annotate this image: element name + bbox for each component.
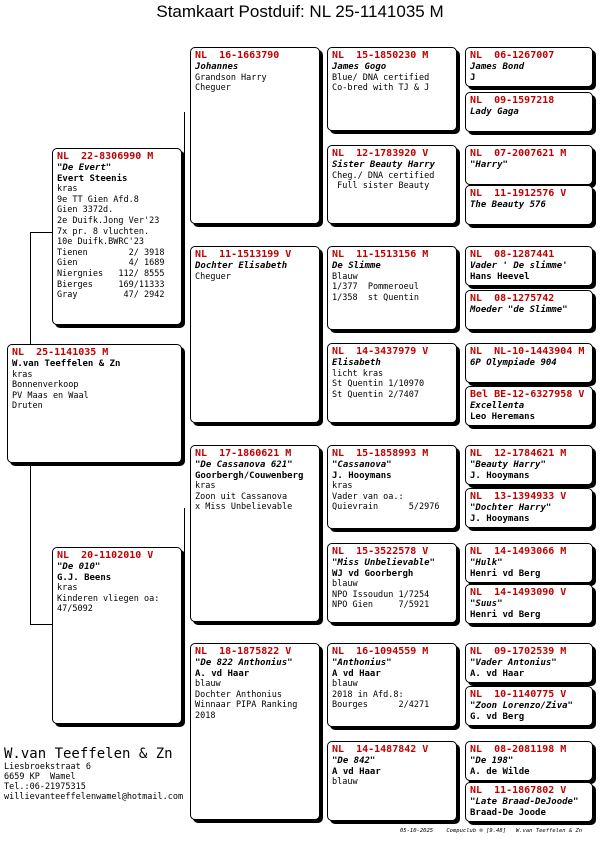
connector [184, 508, 185, 708]
pigeon-name: "De 010" [57, 562, 101, 572]
pigeon-name: James Gogo [332, 62, 387, 72]
info-line: St Quentin 2/7407 [332, 389, 419, 400]
pigeon-card-g3[interactable] [465, 145, 593, 185]
info-line: kras [12, 369, 33, 380]
ring-number: NL 11-1867802 V [470, 785, 567, 796]
connector [459, 265, 460, 311]
owner-name: A. vd Haar [470, 668, 525, 679]
owner-name: Henri vd Berg [470, 609, 541, 620]
pigeon-card-ff[interactable] [190, 47, 320, 224]
pigeon-card-g2[interactable] [465, 92, 593, 132]
pigeon-name: "Zoon Lorenzo/Ziva" [470, 701, 573, 711]
info-line: Co-bred with TJ & J [332, 83, 430, 94]
info-line: 9e TT Gien Afd.8 [57, 194, 139, 205]
ring-number: NL 15-1858993 M [332, 448, 429, 459]
connector [30, 232, 52, 233]
info-line: Blauw [332, 271, 358, 282]
info-line: x Miss Unbelievable [195, 502, 293, 513]
pigeon-name: "De Evert" [57, 163, 112, 173]
ring-number: Bel BE-12-6327958 V [470, 389, 585, 400]
pigeon-card-g11[interactable] [465, 543, 593, 583]
info-line: kras [57, 583, 78, 594]
pigeon-card-father[interactable] [52, 148, 182, 325]
breeder-city: 6659 KP Wamel [4, 772, 76, 782]
pigeon-card-ffm[interactable] [327, 145, 457, 224]
breeder-email[interactable]: willievanteeffelenwamel@hotmail.com [4, 792, 184, 802]
ring-number: NL NL-10-1443904 M [470, 346, 585, 357]
info-line: blauw [332, 777, 358, 788]
footer: 05-10-2025 Compuclub ® [9.48] W.van Teeffelen & Zn [400, 828, 583, 834]
info-line: blauw [195, 679, 221, 690]
info-line: 1/358 st Quentin [332, 292, 419, 303]
info-line: 1/377 Pommeroeul [332, 282, 419, 293]
info-line: kras [195, 481, 216, 492]
ring-number: NL 17-1860621 M [195, 448, 292, 459]
pigeon-name: 6P Olympiade 904 [470, 358, 557, 368]
info-line: NPO Issoudun 1/7254 [332, 589, 430, 600]
pigeon-name: Elisabeth [332, 358, 381, 368]
ring-number: NL 09-1702539 M [470, 646, 567, 657]
info-line: 47/5092 [57, 604, 93, 615]
pigeon-name: "Hulk" [470, 558, 503, 568]
breeder-name: W.van Teeffelen & Zn [4, 746, 173, 762]
pigeon-card-g9[interactable] [465, 445, 593, 485]
pigeon-card-g15[interactable] [465, 741, 593, 781]
pigeon-card-mother[interactable] [52, 547, 182, 724]
pigeon-name: "De 198" [470, 756, 514, 766]
ring-number: NL 14-1487842 V [332, 744, 429, 755]
breeder-phone: Tel.:06-21975315 [4, 782, 86, 792]
pigeon-card-g7[interactable] [465, 343, 593, 383]
owner-name: A vd Haar [332, 766, 381, 777]
ring-number: NL 12-1783920 V [332, 148, 429, 159]
pigeon-name: "Cassanova" [332, 460, 392, 470]
owner-name: A. de Wilde [470, 766, 530, 777]
connector [459, 561, 460, 607]
info-line: Bourges 2/4271 [332, 700, 430, 711]
info-line: Cheguer [195, 271, 231, 282]
info-line: St Quentin 1/10970 [332, 379, 425, 390]
owner-name: Hans Heevel [470, 271, 530, 282]
owner-name: J [470, 72, 476, 83]
owner-name: J. Hooymans [332, 470, 392, 481]
ring-number: NL 22-8306990 M [57, 151, 154, 162]
pigeon-name: "Anthonius" [332, 658, 392, 668]
owner-name: Leo Heremans [470, 411, 536, 422]
pigeon-name: Vader ' De slimme' [470, 261, 568, 271]
pigeon-name: Dochter Elisabeth [195, 261, 288, 271]
info-line: Gien 3372d. [57, 205, 114, 216]
info-line: NPO Gien 7/5921 [332, 600, 430, 611]
pigeon-card-g8[interactable] [465, 386, 593, 426]
owner-name: W.van Teeffelen & Zn [12, 359, 121, 369]
pigeon-card-fm[interactable] [190, 246, 320, 423]
ring-number: NL 07-2007621 M [470, 148, 567, 159]
info-line: Grandson Harry [195, 72, 267, 83]
info-line: Winnaar PIPA Ranking [195, 700, 298, 711]
pigeon-name: Excellenta [470, 401, 525, 411]
pigeon-card-g5[interactable] [465, 246, 593, 286]
pigeon-card-fmf[interactable] [327, 246, 457, 330]
pigeon-card-mff[interactable] [327, 445, 457, 529]
owner-name: J. Hooymans [470, 470, 530, 481]
info-line: Kinderen vliegen oa: [57, 593, 160, 604]
pigeon-card-g1[interactable] [465, 47, 593, 87]
pigeon-card-mmm[interactable] [327, 741, 457, 821]
breeder-street: Liesbroekstraat 6 [4, 762, 91, 772]
info-line: Niergnies 112/ 8555 [57, 268, 165, 279]
pigeon-name: Sister Beauty Harry [332, 160, 435, 170]
owner-name: G.J. Beens [57, 572, 112, 583]
ring-number: NL 16-1094559 M [332, 646, 429, 657]
connector [322, 490, 323, 586]
connector [459, 660, 460, 706]
pigeon-card-mf[interactable] [190, 445, 320, 622]
info-line: 10e Duifk.BWRC'23 [57, 237, 144, 248]
pigeon-card-subject[interactable] [7, 344, 182, 463]
ring-number: NL 11-1513199 V [195, 249, 292, 260]
pigeon-card-mfm[interactable] [327, 543, 457, 623]
pigeon-card-mm[interactable] [190, 643, 320, 820]
owner-name: WJ vd Goorbergh [332, 568, 414, 579]
owner-name: A vd Haar [332, 668, 381, 679]
pigeon-name: "Late Braad-DeJoode" [470, 797, 579, 807]
pigeon-name: Moeder "de Slimme" [470, 305, 568, 315]
pigeon-name: "Vader Antonius" [470, 658, 557, 668]
pigeon-name: Lady Gaga [470, 107, 519, 117]
pigeon-name: "Beauty Harry" [470, 460, 546, 470]
info-line: blauw [332, 579, 358, 590]
pigeon-name: "Miss Unbelievable" [332, 558, 435, 568]
pigeon-card-g4[interactable] [465, 185, 593, 225]
connector [322, 293, 323, 388]
info-line: Dochter Anthonius [195, 689, 282, 700]
ring-number: NL 13-1394933 V [470, 491, 567, 502]
info-line: Bierges 169/11333 [57, 279, 165, 290]
info-line: blauw [332, 679, 358, 690]
connector [459, 758, 460, 804]
info-line: licht kras [332, 368, 384, 379]
pigeon-name: The Beauty 576 [470, 200, 546, 210]
info-line: Zoon uit Cassanova [195, 491, 288, 502]
pigeon-card-g13[interactable] [465, 643, 593, 683]
pigeon-name: "De 822 Anthonius" [195, 658, 293, 668]
info-line: Bonnenverkoop [12, 380, 79, 391]
owner-name: G. vd Berg [470, 711, 525, 722]
pigeon-name: "Suus" [470, 599, 503, 609]
ring-number: NL 14-1493090 V [470, 587, 567, 598]
info-line: Gien 4/ 1689 [57, 258, 165, 269]
info-line: PV Maas en Waal [12, 390, 89, 401]
info-line: Cheguer [195, 83, 231, 94]
page-title: Stamkaart Postduif: NL 25-1141035 M [156, 2, 444, 21]
pigeon-name: James Bond [470, 62, 525, 72]
info-line: Druten [12, 401, 43, 412]
info-line: Blue/ DNA certified [332, 72, 430, 83]
owner-name: A. vd Haar [195, 668, 250, 679]
ring-number: NL 15-3522578 V [332, 546, 429, 557]
owner-name: Goorbergh/Couwenberg [195, 470, 304, 481]
ring-number: NL 20-1102010 V [57, 550, 154, 561]
info-line: 7x pr. 8 vluchten. [57, 226, 150, 237]
pigeon-name: De Slimme [332, 261, 381, 271]
info-line: Vader van oa.: [332, 491, 404, 502]
pigeon-card-g16[interactable] [465, 782, 593, 822]
info-line: 2018 [195, 710, 216, 721]
owner-name: Evert Steenis [57, 173, 128, 184]
connector [459, 364, 460, 410]
ring-number: NL 06-1267007 [470, 50, 555, 61]
pigeon-name: "De Cassanova 621" [195, 460, 293, 470]
pigeon-card-fmm[interactable] [327, 343, 457, 423]
owner-name: J. Hooymans [470, 513, 530, 524]
pigeon-card-g14[interactable] [465, 686, 593, 726]
ring-number: NL 25-1141035 M [12, 347, 109, 358]
info-line: kras [332, 481, 353, 492]
owner-name: Henri vd Berg [470, 568, 541, 579]
connector [322, 688, 323, 784]
ring-number: NL 11-1912576 V [470, 188, 567, 199]
connector [459, 166, 460, 212]
info-line: Cheg./ DNA certified [332, 170, 435, 181]
pigeon-name: "Dochter Harry" [470, 503, 552, 513]
ring-number: NL 08-1275742 [470, 293, 555, 304]
info-line: Quievrain 5/2976 [332, 502, 440, 513]
ring-number: NL 16-1663790 [195, 50, 280, 61]
connector [459, 68, 460, 114]
ring-number: NL 08-1287441 [470, 249, 555, 260]
ring-number: NL 09-1597218 [470, 95, 555, 106]
ring-number: NL 11-1513156 M [332, 249, 429, 260]
ring-number: NL 10-1140775 V [470, 689, 567, 700]
ring-number: NL 14-1493066 M [470, 546, 567, 557]
pigeon-name: "De 842" [332, 756, 376, 766]
info-line: 2018 in Afd.8: [332, 689, 404, 700]
pigeon-card-g12[interactable] [465, 584, 593, 624]
pigeon-card-fff[interactable] [327, 47, 457, 131]
ring-number: NL 14-3437979 V [332, 346, 429, 357]
info-line: Tienen 2/ 3918 [57, 247, 165, 258]
ring-number: NL 15-1850230 M [332, 50, 429, 61]
pigeon-name: Johannes [195, 62, 239, 72]
connector [322, 96, 323, 191]
ring-number: NL 08-2081198 M [470, 744, 567, 755]
info-line: Full sister Beauty [332, 181, 430, 192]
info-line: kras [57, 184, 78, 195]
info-line: Gray 47/ 2942 [57, 290, 165, 301]
ring-number: NL 12-1784621 M [470, 448, 567, 459]
pigeon-card-mmf[interactable] [327, 643, 457, 727]
info-line: 2e Duifk.Jong Ver'23 [57, 215, 160, 226]
connector [30, 624, 52, 625]
connector [459, 463, 460, 509]
ring-number: NL 18-1875822 V [195, 646, 292, 657]
breeder-info [4, 746, 183, 802]
pigeon-name: "Harry" [470, 160, 508, 170]
owner-name: Braad-De Joode [470, 807, 546, 818]
pigeon-card-g10[interactable] [465, 488, 593, 528]
connector [184, 112, 185, 312]
pigeon-card-g6[interactable] [465, 290, 593, 330]
